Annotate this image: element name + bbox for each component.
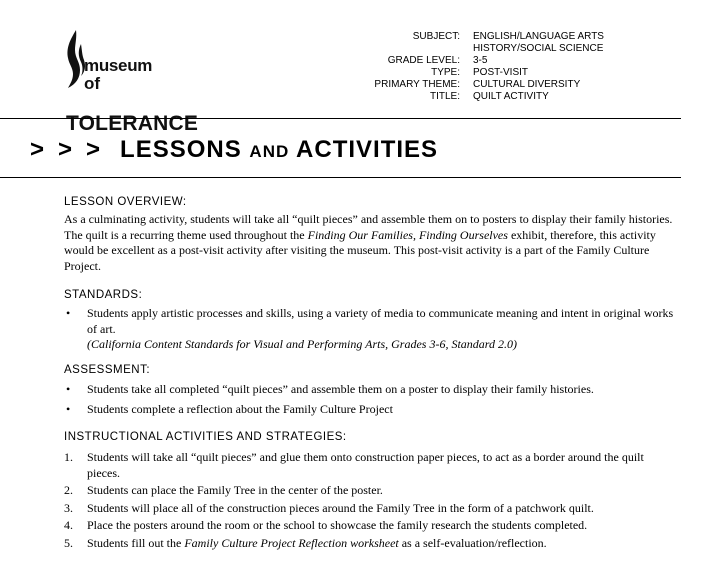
- flame-icon: [64, 30, 86, 88]
- logo-of: of: [84, 74, 101, 93]
- meta-labels: [340, 31, 460, 103]
- meta-value-theme: CULTURAL DIVERSITY: [473, 79, 581, 90]
- bullet-icon: •: [66, 382, 71, 396]
- item-number: 2.: [64, 483, 73, 497]
- title-word-lessons: LESSONS: [120, 136, 242, 163]
- assessment-list: [64, 382, 674, 417]
- top-divider: [0, 118, 681, 119]
- meta-label-title: TITLE:: [429, 91, 460, 102]
- instructional-item: [64, 536, 674, 552]
- assessment-item-text: Students take all completed “quilt pieces” and assemble them on a poster to display their family histories.: [87, 382, 594, 396]
- assessment-item-text: Students complete a reflection about the Family Culture Project: [87, 401, 393, 416]
- overview-heading: LESSON OVERVIEW:: [64, 196, 187, 208]
- meta-value-grade: 3-5: [473, 55, 488, 66]
- instructional-item-text: Place the posters around the room or the school to showcase the family research the students completed.: [87, 518, 588, 532]
- standards-item-text: Students apply artistic processes and skills, using a variety of media to communicate meaning and intent in original works of art.: [87, 306, 674, 336]
- meta-label-subject: SUBJECT:: [412, 31, 460, 42]
- item-number: 3.: [64, 500, 73, 515]
- instructional-item-text: Students can place the Family Tree in the center of the poster.: [87, 483, 383, 497]
- item-number: 1.: [64, 450, 73, 464]
- meta-label-theme: PRIMARY THEME:: [374, 79, 460, 90]
- item-number: 4.: [64, 518, 73, 532]
- exhibit-name: Finding Our Families, Finding Ourselves: [307, 227, 508, 242]
- assessment-heading: ASSESSMENT:: [64, 364, 151, 376]
- meta-value-subject-2: HISTORY/SOCIAL SCIENCE: [473, 43, 604, 54]
- logo-tolerance: TOLERANCE: [66, 112, 199, 135]
- overview-text-after: exhibit, therefore, this activity would be excellent as a post-visit activity after visiting the museum. This post-visit activity is a part of the Family Culture Project.: [64, 227, 656, 273]
- meta-label-blank: [340, 43, 460, 55]
- meta-value-subject-1: ENGLISH/LANGUAGE ARTS: [473, 31, 604, 42]
- bottom-divider: [0, 177, 681, 178]
- meta-values: [473, 31, 703, 103]
- standards-list: [64, 306, 674, 353]
- instructional-item-text-after: as a self-evaluation/reflection.: [398, 535, 547, 550]
- overview-text-before: As a culminating activity, students will take all “quilt pieces” and assemble them on to posters to display their family histories. The quilt is a recurring theme used throughout the: [64, 212, 673, 242]
- instructional-item: [64, 450, 674, 481]
- item-number: 5.: [64, 535, 73, 550]
- instructional-item-text-before: Students fill out the: [87, 535, 185, 550]
- meta-label-grade: GRADE LEVEL:: [387, 55, 460, 66]
- instructional-item: [64, 501, 674, 517]
- instructional-heading: INSTRUCTIONAL ACTIVITIES AND STRATEGIES:: [64, 431, 347, 443]
- meta-value-type: POST-VISIT: [473, 67, 529, 78]
- museum-logo: [60, 26, 200, 135]
- overview-paragraph: [64, 212, 674, 274]
- bullet-icon: •: [66, 306, 71, 320]
- assessment-item: [64, 382, 674, 398]
- meta-value-title: QUILT ACTIVITY: [473, 91, 549, 102]
- title-word-activities: ACTIVITIES: [296, 136, 439, 163]
- instructional-item: [64, 483, 674, 499]
- standards-citation: (California Content Standards for Visual and Performing Arts, Grades 3-6, Standard 2.0): [87, 337, 518, 351]
- title-arrows: >>>: [30, 136, 115, 163]
- meta-label-type: TYPE:: [431, 67, 460, 78]
- instructional-list: [64, 450, 674, 551]
- instructional-item-text: Students will take all “quilt pieces” and glue them onto construction paper pieces, to act as a border around the quilt pieces.: [87, 450, 644, 480]
- standards-heading: STANDARDS:: [64, 289, 143, 301]
- worksheet-name: Family Culture Project Reflection worksheet: [184, 535, 399, 550]
- instructional-item-text: Students will place all of the construction pieces around the Family Tree in the form of a patchwork quilt.: [87, 500, 594, 515]
- title-word-and: AND: [249, 142, 290, 161]
- logo-museum: museum: [84, 56, 153, 75]
- bullet-icon: •: [66, 401, 71, 416]
- standards-item: [64, 306, 674, 353]
- assessment-item: [64, 402, 674, 418]
- page-title: [30, 136, 438, 164]
- instructional-item: [64, 518, 674, 534]
